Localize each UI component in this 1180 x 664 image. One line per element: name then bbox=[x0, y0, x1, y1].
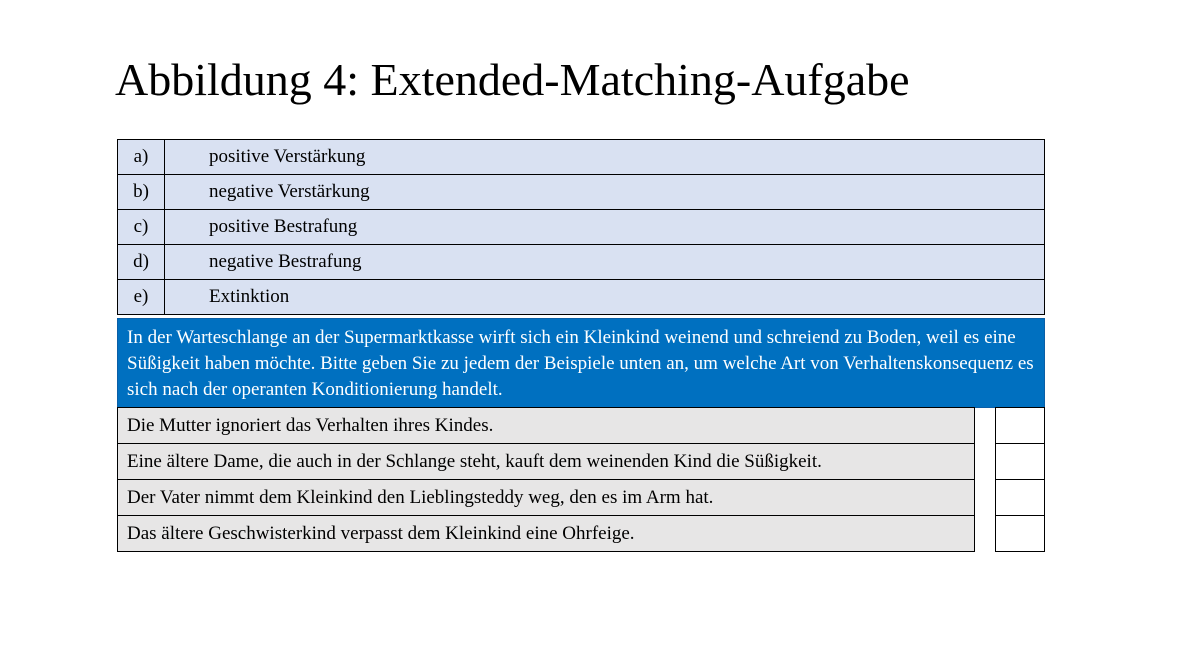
option-row bbox=[118, 280, 1045, 315]
option-row bbox=[118, 245, 1045, 280]
answer-box[interactable] bbox=[996, 516, 1045, 552]
option-letter: c) bbox=[118, 210, 165, 245]
example-row bbox=[118, 444, 975, 480]
answer-box[interactable] bbox=[996, 444, 1045, 480]
option-row bbox=[118, 210, 1045, 245]
option-label: positive Bestrafung bbox=[165, 210, 1045, 245]
example-text: Der Vater nimmt dem Kleinkind den Lieblingsteddy weg, den es im Arm hat. bbox=[118, 480, 975, 516]
option-label: Extinktion bbox=[165, 280, 1045, 315]
option-label: negative Verstärkung bbox=[165, 175, 1045, 210]
option-letter: e) bbox=[118, 280, 165, 315]
slide-title: Abbildung 4: Extended-Matching-Aufgabe bbox=[115, 54, 910, 105]
example-row bbox=[118, 516, 975, 552]
option-label: positive Verstärkung bbox=[165, 140, 1045, 175]
example-row bbox=[118, 480, 975, 516]
answer-box[interactable] bbox=[996, 408, 1045, 444]
option-row bbox=[118, 140, 1045, 175]
option-letter: d) bbox=[118, 245, 165, 280]
example-text: Die Mutter ignoriert das Verhalten ihres Kindes. bbox=[118, 408, 975, 444]
option-letter: b) bbox=[118, 175, 165, 210]
option-letter: a) bbox=[118, 140, 165, 175]
option-row bbox=[118, 175, 1045, 210]
option-label: negative Bestrafung bbox=[165, 245, 1045, 280]
examples-table bbox=[117, 407, 975, 552]
example-text: Eine ältere Dame, die auch in der Schlange steht, kauft dem weinenden Kind die Süßigkeit. bbox=[118, 444, 975, 480]
scenario-text: In der Warteschlange an der Supermarktkasse wirft sich ein Kleinkind weinend und schreiend zu Boden, weil es eine Süßigkeit haben möchte. Bitte geben Sie zu jedem der Beispiele unten an, um welche Art von Verhaltenskonsequenz es sich nach der operanten Konditionierung handelt. bbox=[117, 318, 1045, 408]
options-table bbox=[117, 139, 1045, 315]
example-text: Das ältere Geschwisterkind verpasst dem Kleinkind eine Ohrfeige. bbox=[118, 516, 975, 552]
answer-column bbox=[995, 407, 1045, 552]
example-row bbox=[118, 408, 975, 444]
answer-box[interactable] bbox=[996, 480, 1045, 516]
